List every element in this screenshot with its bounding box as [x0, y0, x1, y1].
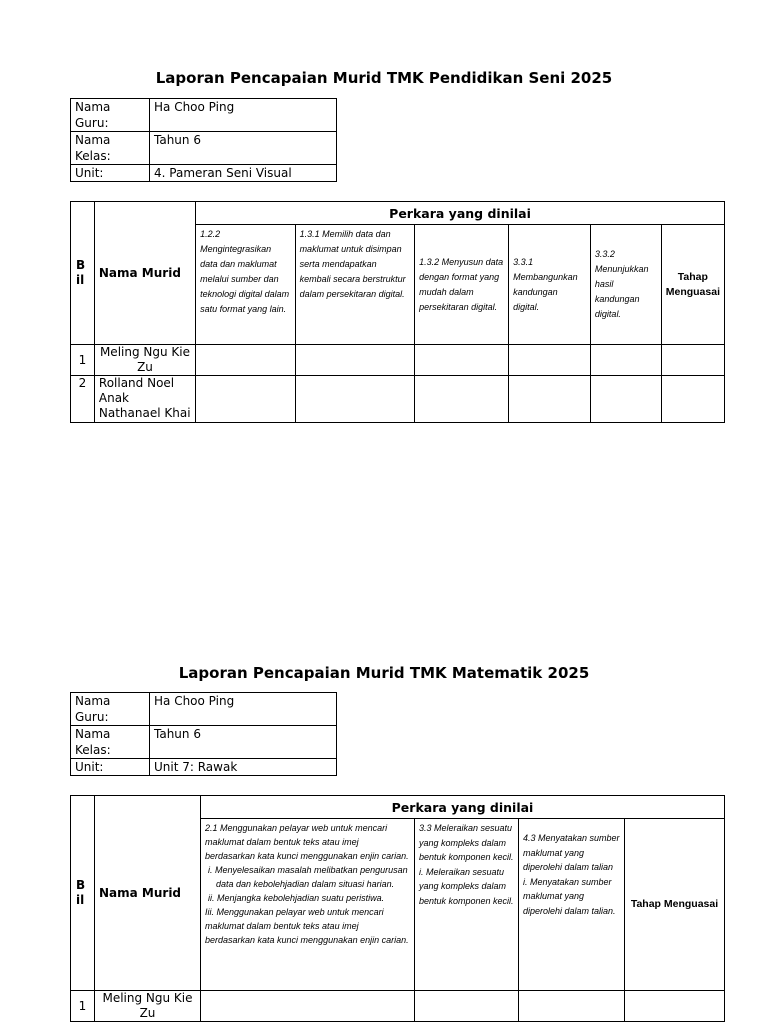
info-value-teacher: Ha Choo Ping	[150, 99, 337, 132]
report2-title: Laporan Pencapaian Murid TMK Matematik 2025	[178, 664, 590, 682]
criterion-text: 3.3 Meleraikan sesuatu yang kompleks dalam bentuk komponen kecil.	[419, 823, 514, 862]
criterion-3-3-1: 3.3.1 Membangunkan kandungan digital.	[509, 225, 591, 345]
info-value-class: Tahun 6	[150, 132, 337, 165]
score-cell[interactable]	[415, 376, 509, 423]
row-number: 2	[71, 376, 95, 423]
score-cell[interactable]	[509, 376, 591, 423]
table-row	[71, 345, 725, 376]
criterion-1-3-2: 1.3.2 Menyusun data dengan format yang mudah dalam persekitaran digital.	[415, 225, 509, 345]
criterion-text: ii. Menjangka kebolehjadian suatu peristiwa.	[208, 893, 385, 903]
report2-assessment-table	[70, 795, 725, 1022]
criterion-3-3-2: 3.3.2 Menunjukkan hasil kandungan digital.	[590, 225, 661, 345]
report1-info-table	[70, 98, 337, 182]
bil-header: B il	[71, 796, 95, 991]
info-label-class: Nama Kelas:	[71, 132, 150, 165]
score-cell[interactable]	[519, 991, 625, 1022]
info-value-class: Tahun 6	[150, 726, 337, 759]
criterion-1-3-1: 1.3.1 Memilih data dan maklumat untuk disimpan serta mendapatkan kembali secara berstruktur dalam persekitaran digital.	[295, 225, 415, 345]
score-cell[interactable]	[295, 345, 415, 376]
assessed-header: Perkara yang dinilai	[196, 202, 725, 225]
report2-info-table	[70, 692, 337, 776]
score-cell[interactable]	[590, 376, 661, 423]
mastery-header: Tahap Menguasai	[661, 225, 724, 345]
name-header: Nama Murid	[95, 796, 201, 991]
score-cell[interactable]	[590, 345, 661, 376]
info-value-unit: Unit 7: Rawak	[150, 759, 337, 776]
student-name: Meling Ngu Kie Zu	[94, 345, 195, 376]
criterion-text: 2.1 Menggunakan pelayar web untuk mencari maklumat dalam bentuk teks atau imej berdasarkan kata kunci menggunakan enjin carian.	[205, 823, 409, 861]
assessed-header: Perkara yang dinilai	[201, 796, 725, 819]
info-value-teacher: Ha Choo Ping	[150, 693, 337, 726]
info-value-unit: 4. Pameran Seni Visual	[150, 165, 337, 182]
info-label-unit: Unit:	[71, 165, 150, 182]
criterion-1-2-2: 1.2.2 Mengintegrasikan data dan maklumat melalui sumber dan teknologi digital dalam satu format yang lain.	[196, 225, 295, 345]
criterion-text: i. Menyatakan sumber maklumat yang diperolehi dalam talian.	[523, 876, 616, 916]
report1-assessment-table	[70, 201, 725, 423]
score-cell[interactable]	[415, 991, 519, 1022]
table-row	[71, 376, 725, 423]
row-number: 1	[71, 991, 95, 1022]
mastery-cell[interactable]	[661, 376, 724, 423]
criterion-text: 4.3 Menyatakan sumber maklumat yang diperolehi dalam talian	[523, 833, 620, 872]
mastery-header: Tahap Menguasai	[625, 819, 725, 991]
criterion-4-3	[519, 819, 625, 991]
info-label-teacher: Nama Guru:	[71, 693, 150, 726]
mastery-cell[interactable]	[661, 345, 724, 376]
criterion-2-1	[201, 819, 415, 991]
table-row	[71, 991, 725, 1022]
criterion-text: i. Menyelesaikan masalah melibatkan pengurusan data dan kebolehjadian dalam situasi harian.	[208, 865, 408, 889]
mastery-cell[interactable]	[625, 991, 725, 1022]
score-cell[interactable]	[196, 345, 295, 376]
student-name: Meling Ngu Kie Zu	[95, 991, 201, 1022]
student-name: Rolland Noel Anak Nathanael Khai	[94, 376, 195, 423]
score-cell[interactable]	[196, 376, 295, 423]
name-header: Nama Murid	[94, 202, 195, 345]
criterion-text: Iii. Menggunakan pelayar web untuk mencari maklumat dalam bentuk teks atau imej berdasarkan kata kunci menggunakan enjin carian.	[205, 907, 409, 945]
score-cell[interactable]	[201, 991, 415, 1022]
info-label-unit: Unit:	[71, 759, 150, 776]
score-cell[interactable]	[295, 376, 415, 423]
info-label-teacher: Nama Guru:	[71, 99, 150, 132]
criterion-3-3	[415, 819, 519, 991]
report1-title: Laporan Pencapaian Murid TMK Pendidikan Seni 2025	[155, 69, 613, 87]
criterion-text: i. Meleraikan sesuatu yang kompleks dalam bentuk komponen kecil.	[419, 866, 514, 906]
row-number: 1	[71, 345, 95, 376]
bil-header: B il	[71, 202, 95, 345]
score-cell[interactable]	[509, 345, 591, 376]
score-cell[interactable]	[415, 345, 509, 376]
info-label-class: Nama Kelas:	[71, 726, 150, 759]
